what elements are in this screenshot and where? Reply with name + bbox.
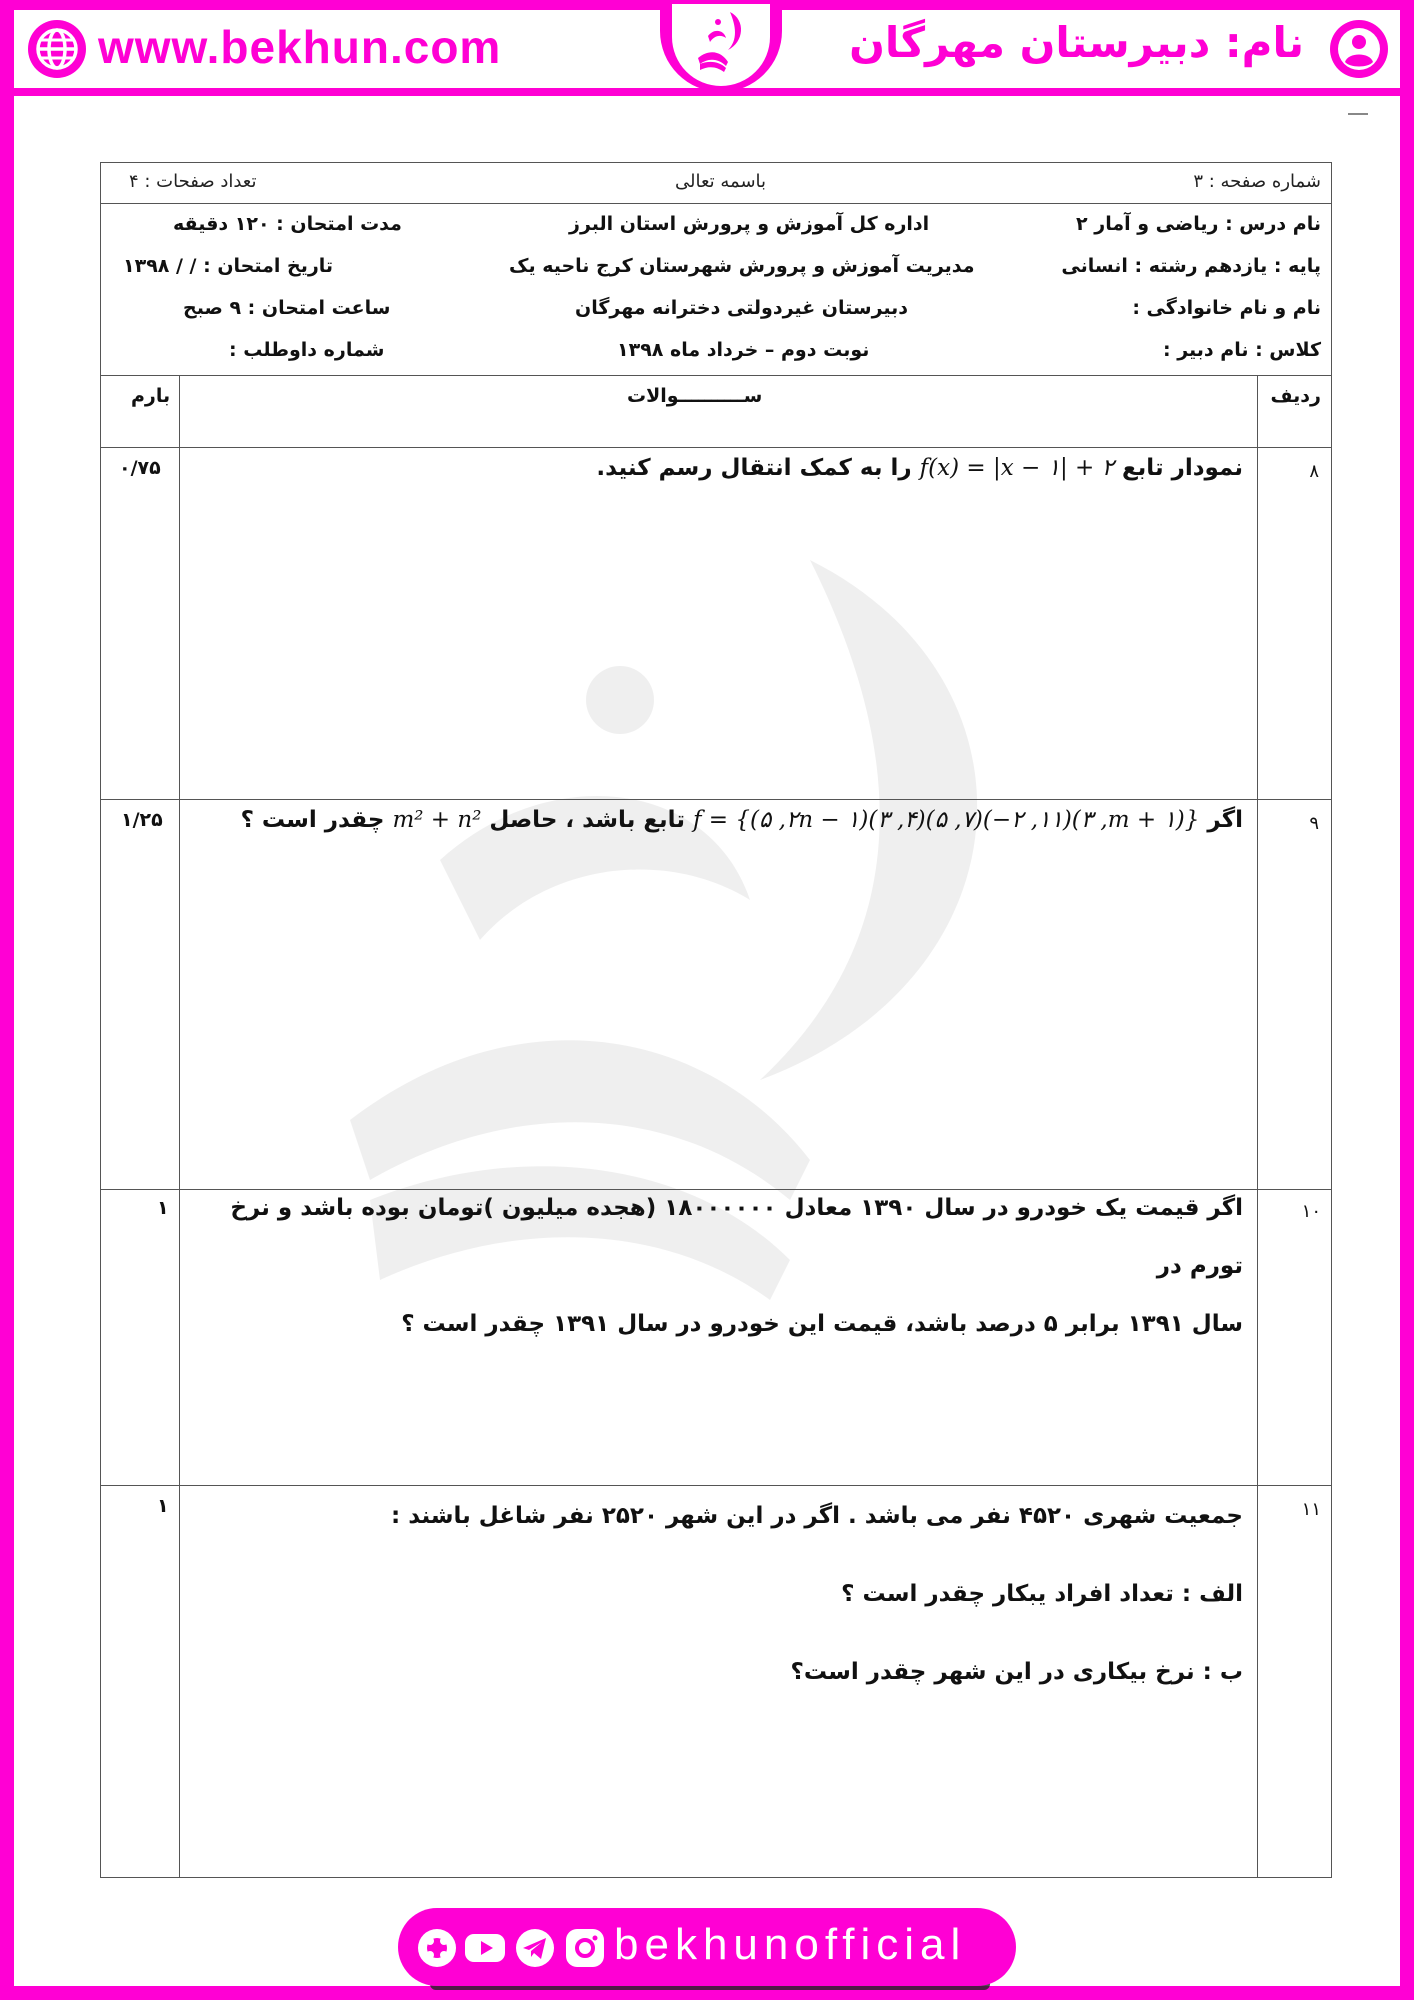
rule-score-col: [179, 375, 180, 1877]
col-questions-header: ســــــــــوالات: [627, 385, 763, 407]
user-icon: [1328, 18, 1390, 80]
q11-part-b: ب : نرخ بیکاری در این شهر چقدر است؟: [790, 1659, 1243, 1685]
exam-date: تاریخ امتحان : / / ۱۳۹۸: [123, 255, 334, 277]
q9-formula-2: m² + n²: [392, 807, 482, 833]
col-score-header: بارم: [131, 385, 171, 407]
q9-text-start: اگر: [1199, 807, 1243, 833]
social-handle-link[interactable]: bekhunofficial: [614, 1920, 967, 1969]
frame-left: [0, 0, 14, 2000]
question-text: [183, 439, 1243, 497]
question-score: ۱: [157, 1197, 169, 1219]
q8-text-end: را به کمک انتقال رسم کنید.: [596, 455, 920, 481]
question-number: ۹: [1309, 813, 1319, 834]
q11-part-a: الف : تعداد افراد یبکار چقدر است ؟: [841, 1581, 1243, 1607]
question-score: ۱: [157, 1495, 169, 1517]
question-score: ۱/۲۵: [121, 809, 163, 831]
school-name: دبیرستان غیردولتی دخترانه مهرگان: [575, 297, 909, 319]
site-url-link[interactable]: www.bekhun.com: [98, 21, 502, 73]
rule-header: [101, 203, 1331, 204]
q10-line-2: سال ۱۳۹۱ برابر ۵ درصد باشد، قیمت این خودرو در سال ۱۳۹۱ چقدر است ؟: [401, 1311, 1243, 1337]
question-text: [183, 1477, 1243, 1711]
q9-text-end: چقدر است ؟: [240, 807, 393, 833]
candidate-number: شماره داوطلب :: [229, 339, 385, 361]
question-number: ۸: [1309, 461, 1319, 482]
q10-line-1: اگر قیمت یک خودرو در سال ۱۳۹۰ معادل ۱۸۰۰۰۰۰۰ (هجده میلیون )تومان بوده باشد و نرخ تورم در: [230, 1195, 1243, 1279]
course-name: نام درس : ریاضی و آمار ۲: [1076, 213, 1321, 235]
exam-time: ساعت امتحان : ۹ صبح: [183, 297, 391, 319]
district-name: مدیریت آموزش و پرورش شهرستان کرج ناحیه یک: [509, 255, 975, 277]
q8-text-start: نمودار تابع: [1113, 455, 1243, 481]
school-name-label: نام: دبیرستان مهرگان: [849, 18, 1304, 67]
question-text: [183, 1179, 1243, 1353]
youtube-icon[interactable]: [464, 1927, 506, 1969]
rule-row-col: [1257, 375, 1258, 1877]
question-number: ۱۰: [1301, 1201, 1321, 1222]
telegram-icon[interactable]: [514, 1927, 556, 1969]
page-count: تعداد صفحات : ۴: [129, 171, 257, 192]
question-text: [183, 791, 1243, 849]
aparat-icon[interactable]: [416, 1927, 458, 1969]
page-number: شماره صفحه : ۳: [1193, 171, 1321, 192]
q8-formula: f(x) = |x − ۱| + ۲: [919, 455, 1114, 481]
q9-formula: f = {(۵ ,۲n − ۱)(۳ ,۴)(۵ ,۷)(−۲ ,۱۱)(۳ ,m + ۱)}: [692, 807, 1200, 833]
col-row-header: ردیف: [1270, 385, 1321, 407]
exam-term: نوبت دوم – خرداد ماه ۱۳۹۸: [617, 339, 870, 361]
exam-sheet: [100, 162, 1332, 1878]
student-name-field: نام و نام خانوادگی :: [1132, 297, 1321, 319]
frame-right: [1400, 0, 1414, 2000]
instagram-icon[interactable]: [564, 1927, 606, 1969]
department-name: اداره کل آموزش و پرورش استان البرز: [569, 213, 930, 235]
q11-line-1: جمعیت شهری ۴۵۲۰ نفر می باشد . اگر در این شهر ۲۵۲۰ نفر شاغل باشند :: [391, 1503, 1243, 1529]
basmala: باسمه تعالی: [675, 171, 767, 192]
class-teacher-field: کلاس : نام دبیر :: [1162, 339, 1321, 361]
rule-info: [101, 375, 1331, 376]
question-score: ۰/۷۵: [119, 457, 161, 479]
globe-icon: [26, 18, 88, 80]
bekhun-logo-icon: [688, 6, 754, 80]
divider-mark: [1348, 113, 1368, 115]
question-number: ۱۱: [1301, 1499, 1321, 1520]
exam-duration: مدت امتحان : ۱۲۰ دقیقه: [173, 213, 402, 235]
grade-field: پایه : یازدهم رشته : انسانی: [1061, 255, 1321, 277]
q9-text-mid: تابع باشد ، حاصل: [481, 807, 693, 833]
